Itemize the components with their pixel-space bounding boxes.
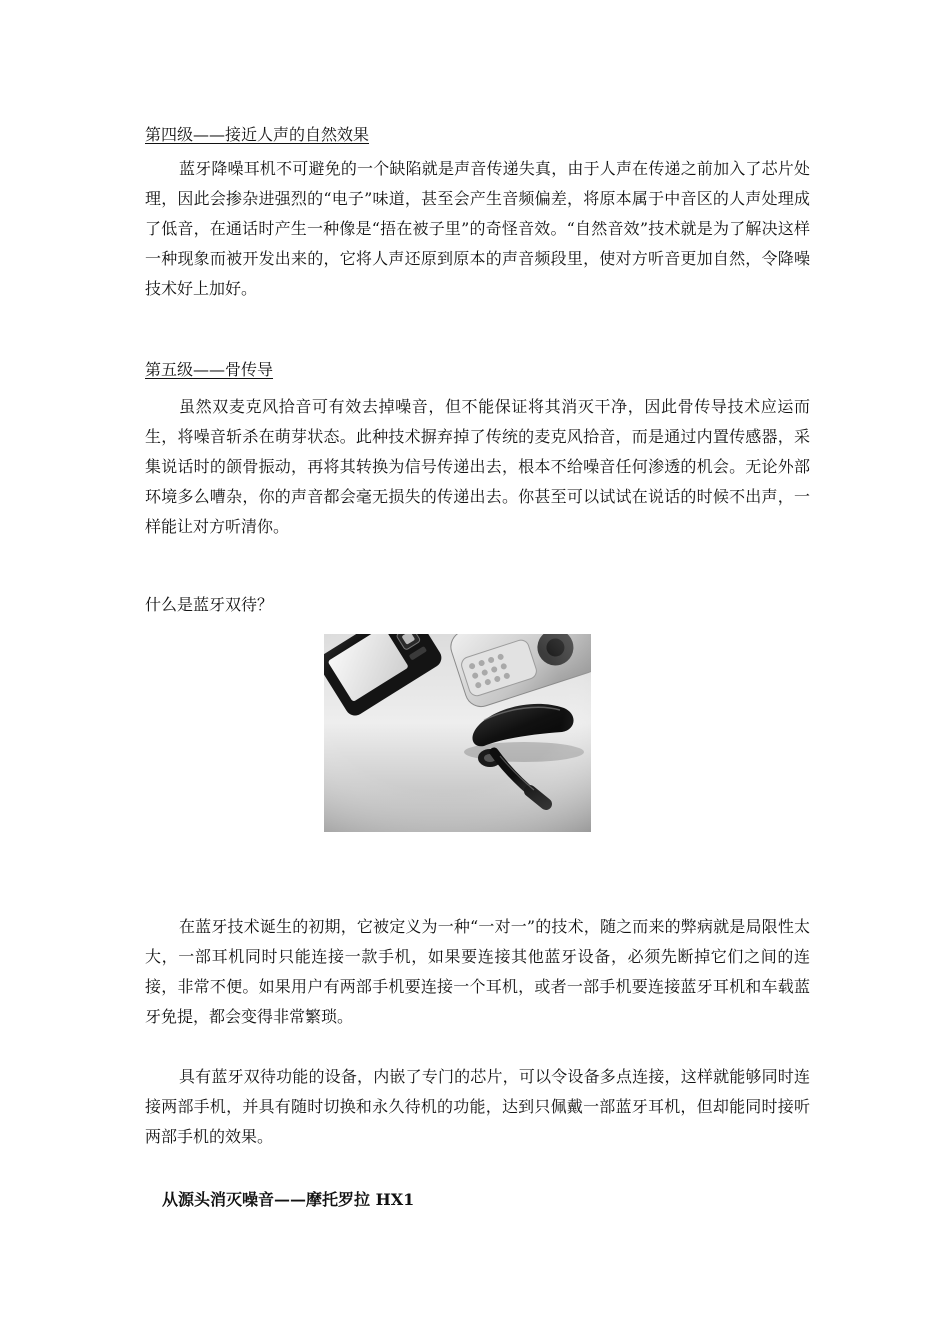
section-heading-level4: 第四级——接近人声的自然效果 bbox=[145, 125, 370, 144]
paragraph-dual-standby-feature: 具有蓝牙双待功能的设备，内嵌了专门的芯片，可以令设备多点连接，这样就能够同时连接两部手机，并具有随时切换和永久待机的功能，达到只佩戴一部蓝牙耳机，但却能同时接听两部手机的效果。 bbox=[145, 1067, 810, 1146]
section-heading-level5: 第五级——骨传导 bbox=[145, 360, 274, 379]
paragraph-natural-effect: 蓝牙降噪耳机不可避免的一个缺陷就是声音传递失真，由于人声在传递之前加入了芯片处理，因此会掺杂进强烈的“电子”味道，甚至会产生音频偏差，将原本属于中音区的人声处理成了低音，在通话时产生一种像是“捂在被子里”的奇怪音效。“自然音效”技术就是为了解决这样一种现象而被开发出来的，它将人声还原到原本的声音频段里，使对方听音更加自然，令降噪技术好上加好。 bbox=[145, 159, 810, 298]
paragraph-bone-conduction: 虽然双麦克风拾音可有效去掉噪音，但不能保证将其消灭干净，因此骨传导技术应运而生，将噪音斩杀在萌芽状态。此种技术摒弃掉了传统的麦克风拾音，而是通过内置传感器，采集说话时的颌骨振动，再将其转换为信号传递出去，根本不给噪音任何渗透的机会。无论外部环境多么嘈杂，你的声音都会毫无损失的传递出去。你甚至可以试试在说话的时候不出声，一样能让对方听清你。 bbox=[145, 397, 810, 536]
headset-photo bbox=[324, 634, 591, 832]
motorola-hx1-title: 从源头消灭噪音——摩托罗拉 HX1 bbox=[162, 1190, 415, 1209]
question-dual-standby: 什么是蓝牙双待？ bbox=[145, 595, 274, 614]
paragraph-one-to-one: 在蓝牙技术诞生的初期，它被定义为一种“一对一”的技术，随之而来的弊病就是局限性太大，一部耳机同时只能连接一款手机，如果要连接其他蓝牙设备，必须先断掉它们之间的连接，非常不便。如果用户有两部手机要连接一个耳机，或者一部手机要连接蓝牙耳机和车载蓝牙免提，都会变得非常繁琐。 bbox=[145, 917, 810, 1026]
